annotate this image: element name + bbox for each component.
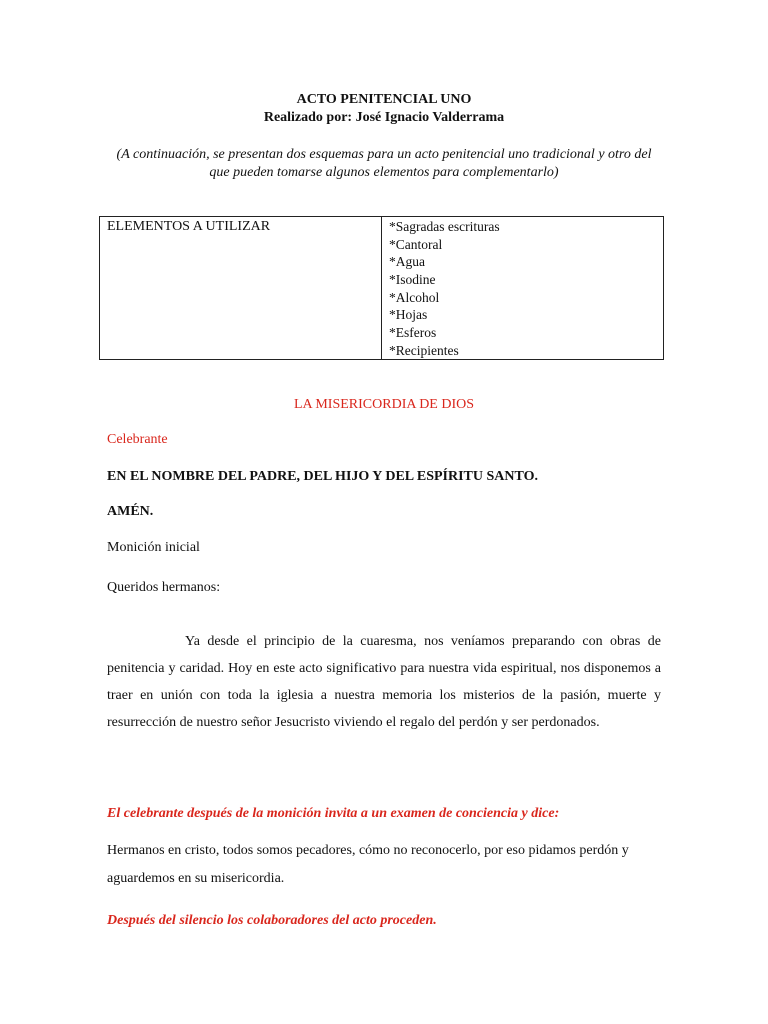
document-title: ACTO PENITENCIAL UNO [296,92,472,107]
invocation-line: EN EL NOMBRE DEL PADRE, DEL HIJO Y DEL ESPÍRITU SANTO. [107,469,538,484]
celebrant-label: Celebrante [107,432,168,447]
material-item: *Alcohol [389,289,440,305]
instruction-examen: El celebrante después de la monición invita a un examen de conciencia y dice: [107,806,560,821]
author-line: Realizado por: José Ignacio Valderrama [263,110,505,125]
amen-line: AMÉN. [107,504,154,519]
material-item: *Isodine [389,272,436,288]
material-item: *Sagradas escrituras [389,219,500,234]
instruction-silence: Después del silencio los colaboradores del acto proceden. [107,913,437,928]
monition-paragraph: Ya desde el principio de la cuaresma, nos veníamos preparando con obras de penitencia y caridad. Hoy en este acto significativo para nuestra vida espiritual, nos disponemos a traer en unión con toda la iglesia a nuestra memoria los misterios de la pasión, muerte y resurrección de nuestro señor Jesucristo viviendo el regalo del perdón y ser perdonados. [107,634,661,730]
material-item: *Esferos [389,325,437,341]
material-item: *Agua [389,254,425,270]
materials-table [99,216,664,360]
prayer-paragraph: Hermanos en cristo, todos somos pecadores, cómo no reconocerlo, por eso pidamos perdón y aguardemos en su misericordia. [107,843,629,886]
material-item: *Hojas [389,307,428,323]
greeting-line: Queridos hermanos: [107,580,221,595]
material-item: *Cantoral [389,236,443,252]
materials-label: ELEMENTOS A UTILIZAR [100,217,382,359]
section-title: LA MISERICORDIA DE DIOS [293,397,475,412]
material-item: *Recipientes [389,342,459,358]
monition-label: Monición inicial [107,540,200,555]
intro-note: (A continuación, se presentan dos esquemas para un acto penitencial uno tradicional y otro del que pueden tomarse algunos elementos para complementarlo) [116,147,652,180]
materials-list [382,217,663,359]
